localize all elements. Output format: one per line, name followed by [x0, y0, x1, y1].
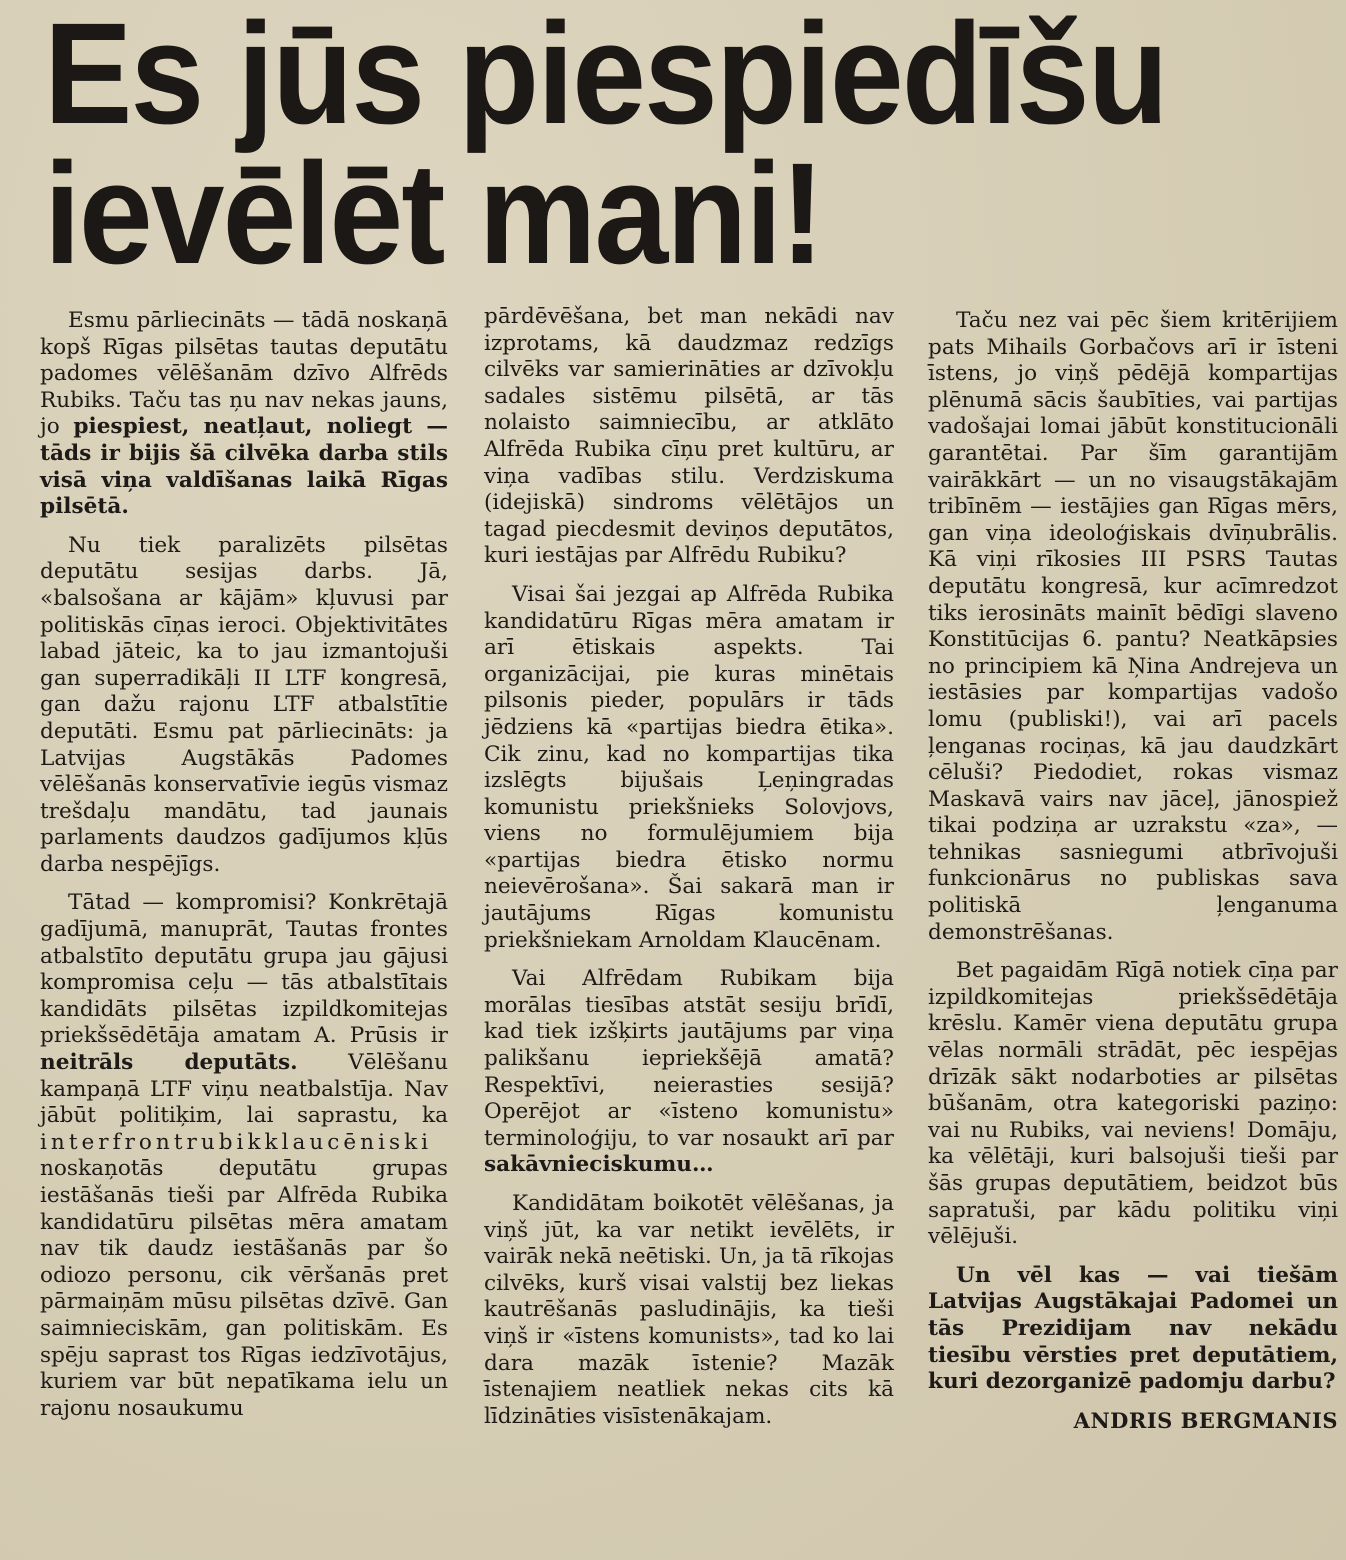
headline-line-2: ievēlēt mani!: [44, 133, 823, 294]
paragraph: [40, 890, 448, 1422]
paragraph: [484, 966, 894, 1179]
bold-paragraph: Un vēl kas — vai tiešām Latvijas Augstākajai Padomei un tās Prezidijam nav nekādu tiesību vērsties pret deputātiem, kuri dezorganizē padomju darbu?: [928, 1262, 1338, 1395]
paragraph-text: Esmu pārliecināts — tādā noskaņā kopš Rīgas pilsētas tautas deputātu padomes vēlēšanām dzīvo Alfrēds Rubiks. Taču tas ņu nav nekas jauns, jo: [40, 308, 448, 440]
headline-line-1: Es jūs piespiedīšu: [44, 0, 1167, 154]
article-column-3: [928, 308, 1338, 1446]
bold-text: piespiest, neatļaut, noliegt — tāds ir bijis šā cilvēka darba stils visā viņa valdīšanas laikā Rīgas pilsētā.: [40, 414, 448, 520]
paragraph-text: Tātad — kompromisi? Konkrētajā gadījumā, manuprāt, Tautas frontes atbalstīto deputātu grupa jau gājusi kompromisa ceļu — tās atbalstītais kandidāts pilsētas izpildkomitejas priekšsēdētāja amatam A. Prūsis ir: [40, 890, 448, 1049]
paragraph: Bet pagaidām Rīgā notiek cīņa par izpildkomitejas priekšsēdētāja krēslu. Kamēr viena deputātu grupa vēlas normāli strādāt, pēc iespējas drīzāk sākt nodarboties ar pilsētas būšanām, otra kategoriski paziņo: vai nu Rubiks, vai neviens! Domāju, ka vēlētāji, kuri balsojuši tieši par šās grupas deputātiem, beidzot būs sapratuši, par kādu politiku viņi vēlējuši.: [928, 958, 1338, 1250]
article-column-1: [40, 308, 448, 1434]
paragraph: pārdēvēšana, bet man nekādi nav izprotams, kā daudzmaz redzīgs cilvēks var samierināties ar dzīvokļu sadales sistēmu pilsētā, ar tās nolaisto saimniecību, ar atklāto Alfrēda Rubika cīņu pret kultūru, ar viņa vadības stilu. Verdziskuma (idejiskā) sindroms vēlētājos un tagad piecdesmit deviņos deputātos, kuri iestājas par Alfrēdu Rubiku?: [484, 304, 894, 569]
spaced-text: interfrontrubikklaucēniski: [40, 1129, 433, 1155]
paragraph: Visai šai jezgai ap Alfrēda Rubika kandidatūru Rīgas mēra amatam ir arī ētiskais aspekts. Tai organizācijai, pie kuras minētais pilsonis pieder, populārs ir tāds jēdziens kā «partijas biedra ētika». Cik zinu, kad no kompartijas tika izslēgts bijušais Ļeņingradas komunistu priekšnieks Solovjovs, viens no formulējumiem bija «partijas biedra ētisko normu neievērošana». Šai sakarā man ir jautājums Rīgas komunistu priekšniekam Arnoldam Klaucēnam.: [484, 581, 894, 953]
paragraph: Taču nez vai pēc šiem kritērijiem pats Mihails Gorbačovs arī ir īsteni īstens, jo viņš pēdējā kompartijas plēnumā sācis šaubīties, vai partijas vadošajai lomai jābūt konstitucionāli garantētai. Par šīm garantijām vairākkārt — un no visaugstākajām tribīnēm — iestājies gan Rīgas mērs, gan viņa ideoloģiskais dvīņubrālis. Kā viņi rīkosies III PSRS Tautas deputātu kongresā, kur acīmredzot tiks ierosināts mainīt bēdīgi slaveno Konstitūcijas 6. pantu? Neatkāpsies no principiem kā Ņina Andrejeva un iestāsies par kompartijas vadošo lomu (publiski!), vai arī pacels ļenganas rociņas, kā jau daudzkārt cēluši? Piedodiet, rokas vismaz Maskavā vairs nav jāceļ, jānospiež tikai podziņa ar uzrakstu «za», — tehnikas sasniegumi atbrīvojuši funkcionārus no publiskas sava politiskā ļenganuma demonstrēšanas.: [928, 308, 1338, 945]
author-signature: ANDRIS BERGMANIS: [1073, 1407, 1338, 1433]
headline: [44, 0, 1222, 294]
bold-text: sakāvnieciskumu…: [484, 1152, 714, 1178]
paragraph: Nu tiek paralizēts pilsētas deputātu sesijas darbs. Jā, «balsošana ar kājām» kļuvusi par politiskās cīņas ieroci. Objektivitātes labad jāteic, ka to jau izmantojuši gan superradikāļi II LTF kongresā, gan dažu rajonu LTF atbalstītie deputāti. Esmu pat pārliecināts: ja Latvijas Augstākās Padomes vēlēšanās konservatīvie iegūs vismaz trešdaļu mandātu, tad jaunais parlaments daudzos gadījumos kļūs darba nespējīgs.: [40, 532, 448, 877]
paragraph-text: Vai Alfrēdam Rubikam bija morālas tiesības atstāt sesiju brīdī, kad tiek izšķirts jautājums par viņa palikšanu iepriekšējā amatā? Respektīvi, neierasties sesijā? Operējot ar «īsteno komunistu» terminoloģiju, to var nosaukt arī par: [484, 966, 894, 1151]
article-column-2: [484, 304, 894, 1442]
paragraph: [40, 308, 448, 521]
paragraph-text: noskaņotās deputātu grupas iestāšanās tieši par Alfrēda Rubika kandidatūru pilsētas mēra amatam nav tik daudz iestāšanās par šo odiozo personu, cik vēršanās pret pārmaiņām mūsu pilsētas dzīvē. Gan saimnieciskām, gan politiskām. Es spēju saprast tos Rīgas iedzīvotājus, kuriem var būt nepatīkama ielu un rajonu nosaukumu: [40, 1156, 448, 1421]
paragraph: Kandidātam boikotēt vēlēšanas, ja viņš jūt, ka var netikt ievēlēts, ir vairāk nekā neētiski. Un, ja tā rīkojas cilvēks, kurš visai valstij bez liekas kautrēšanās pasludinājis, ka tieši viņš ir «īstens komunists», tad ko lai dara mazāk īstenie? Mazāk īstenajiem neatliek nekas cits kā līdzināties visīstenākajam.: [484, 1191, 894, 1429]
paragraph-text: Vēlēšanu kampaņā LTF viņu neatbalstīja. Nav jābūt politiķim, lai saprastu, ka: [40, 1050, 448, 1129]
bold-text: neitrāls deputāts.: [40, 1050, 298, 1076]
